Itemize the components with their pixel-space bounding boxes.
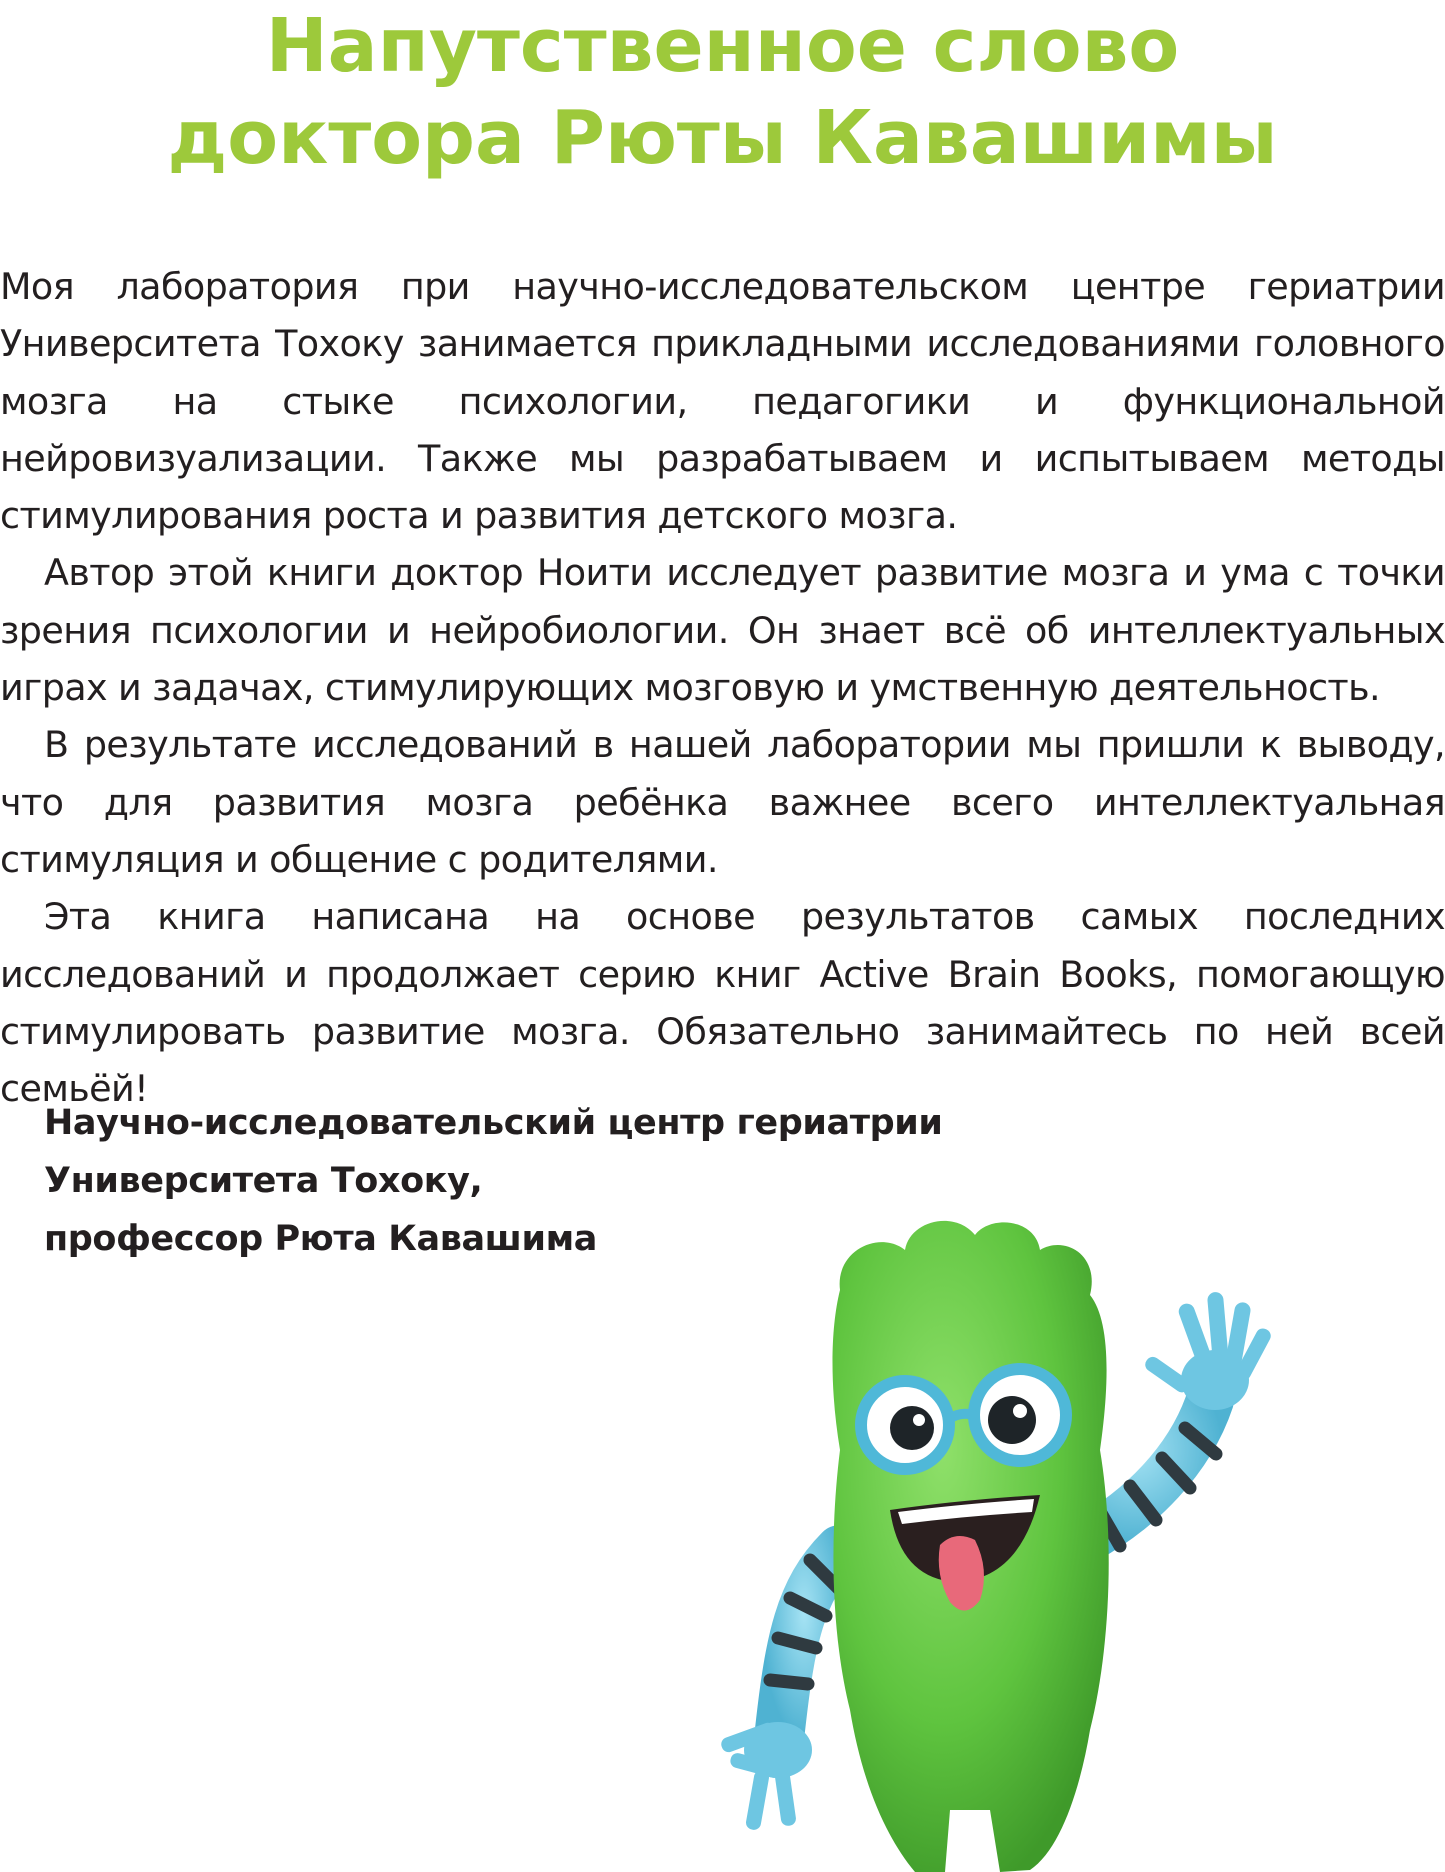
signature-line-1: Научно-исследовательский центр гериатрии: [44, 1103, 943, 1143]
signature-line-2: Университета Тохоку,: [44, 1161, 483, 1201]
monster-mascot-illustration: [690, 1210, 1430, 1872]
paragraph-4: Эта книга написана на основе результатов самых последних исследований и продолжает серию книг Active Brain Books, помогающую стимулировать развитие мозга. Обязательно занимайтесь по ней всей семьёй!: [0, 895, 1445, 1111]
title-line-2: доктора Рюты Кавашимы: [167, 95, 1278, 181]
page-title: [0, 0, 1445, 184]
paragraph-1: Моя лаборатория при научно-исследовательском центре гериатрии Университета Тохоку занимается прикладными исследованиями головного мозга на стыке психологии, педагогики и функциональной нейровизуализации. Также мы разрабатываем и испытываем методы стимулирования роста и развития детского мозга.: [0, 265, 1445, 538]
right-arm: [1085, 1291, 1273, 1546]
paragraph-2: Автор этой книги доктор Ноити исследует развитие мозга и ума с точки зрения психологии и нейробиологии. Он знает всё об интеллектуальных играх и задачах, стимулирующих мозговую и умственную деятельность.: [0, 551, 1445, 710]
left-arm: [719, 1550, 840, 1831]
foreword-body: [0, 258, 1445, 1117]
signature-line-3: профессор Рюта Кавашима: [44, 1219, 598, 1259]
title-line-1: Напутственное слово: [265, 3, 1180, 89]
paragraph-3: В результате исследований в нашей лаборатории мы пришли к выводу, что для развития мозга ребёнка важнее всего интеллектуальная стимуляция и общение с родителями.: [0, 723, 1445, 881]
